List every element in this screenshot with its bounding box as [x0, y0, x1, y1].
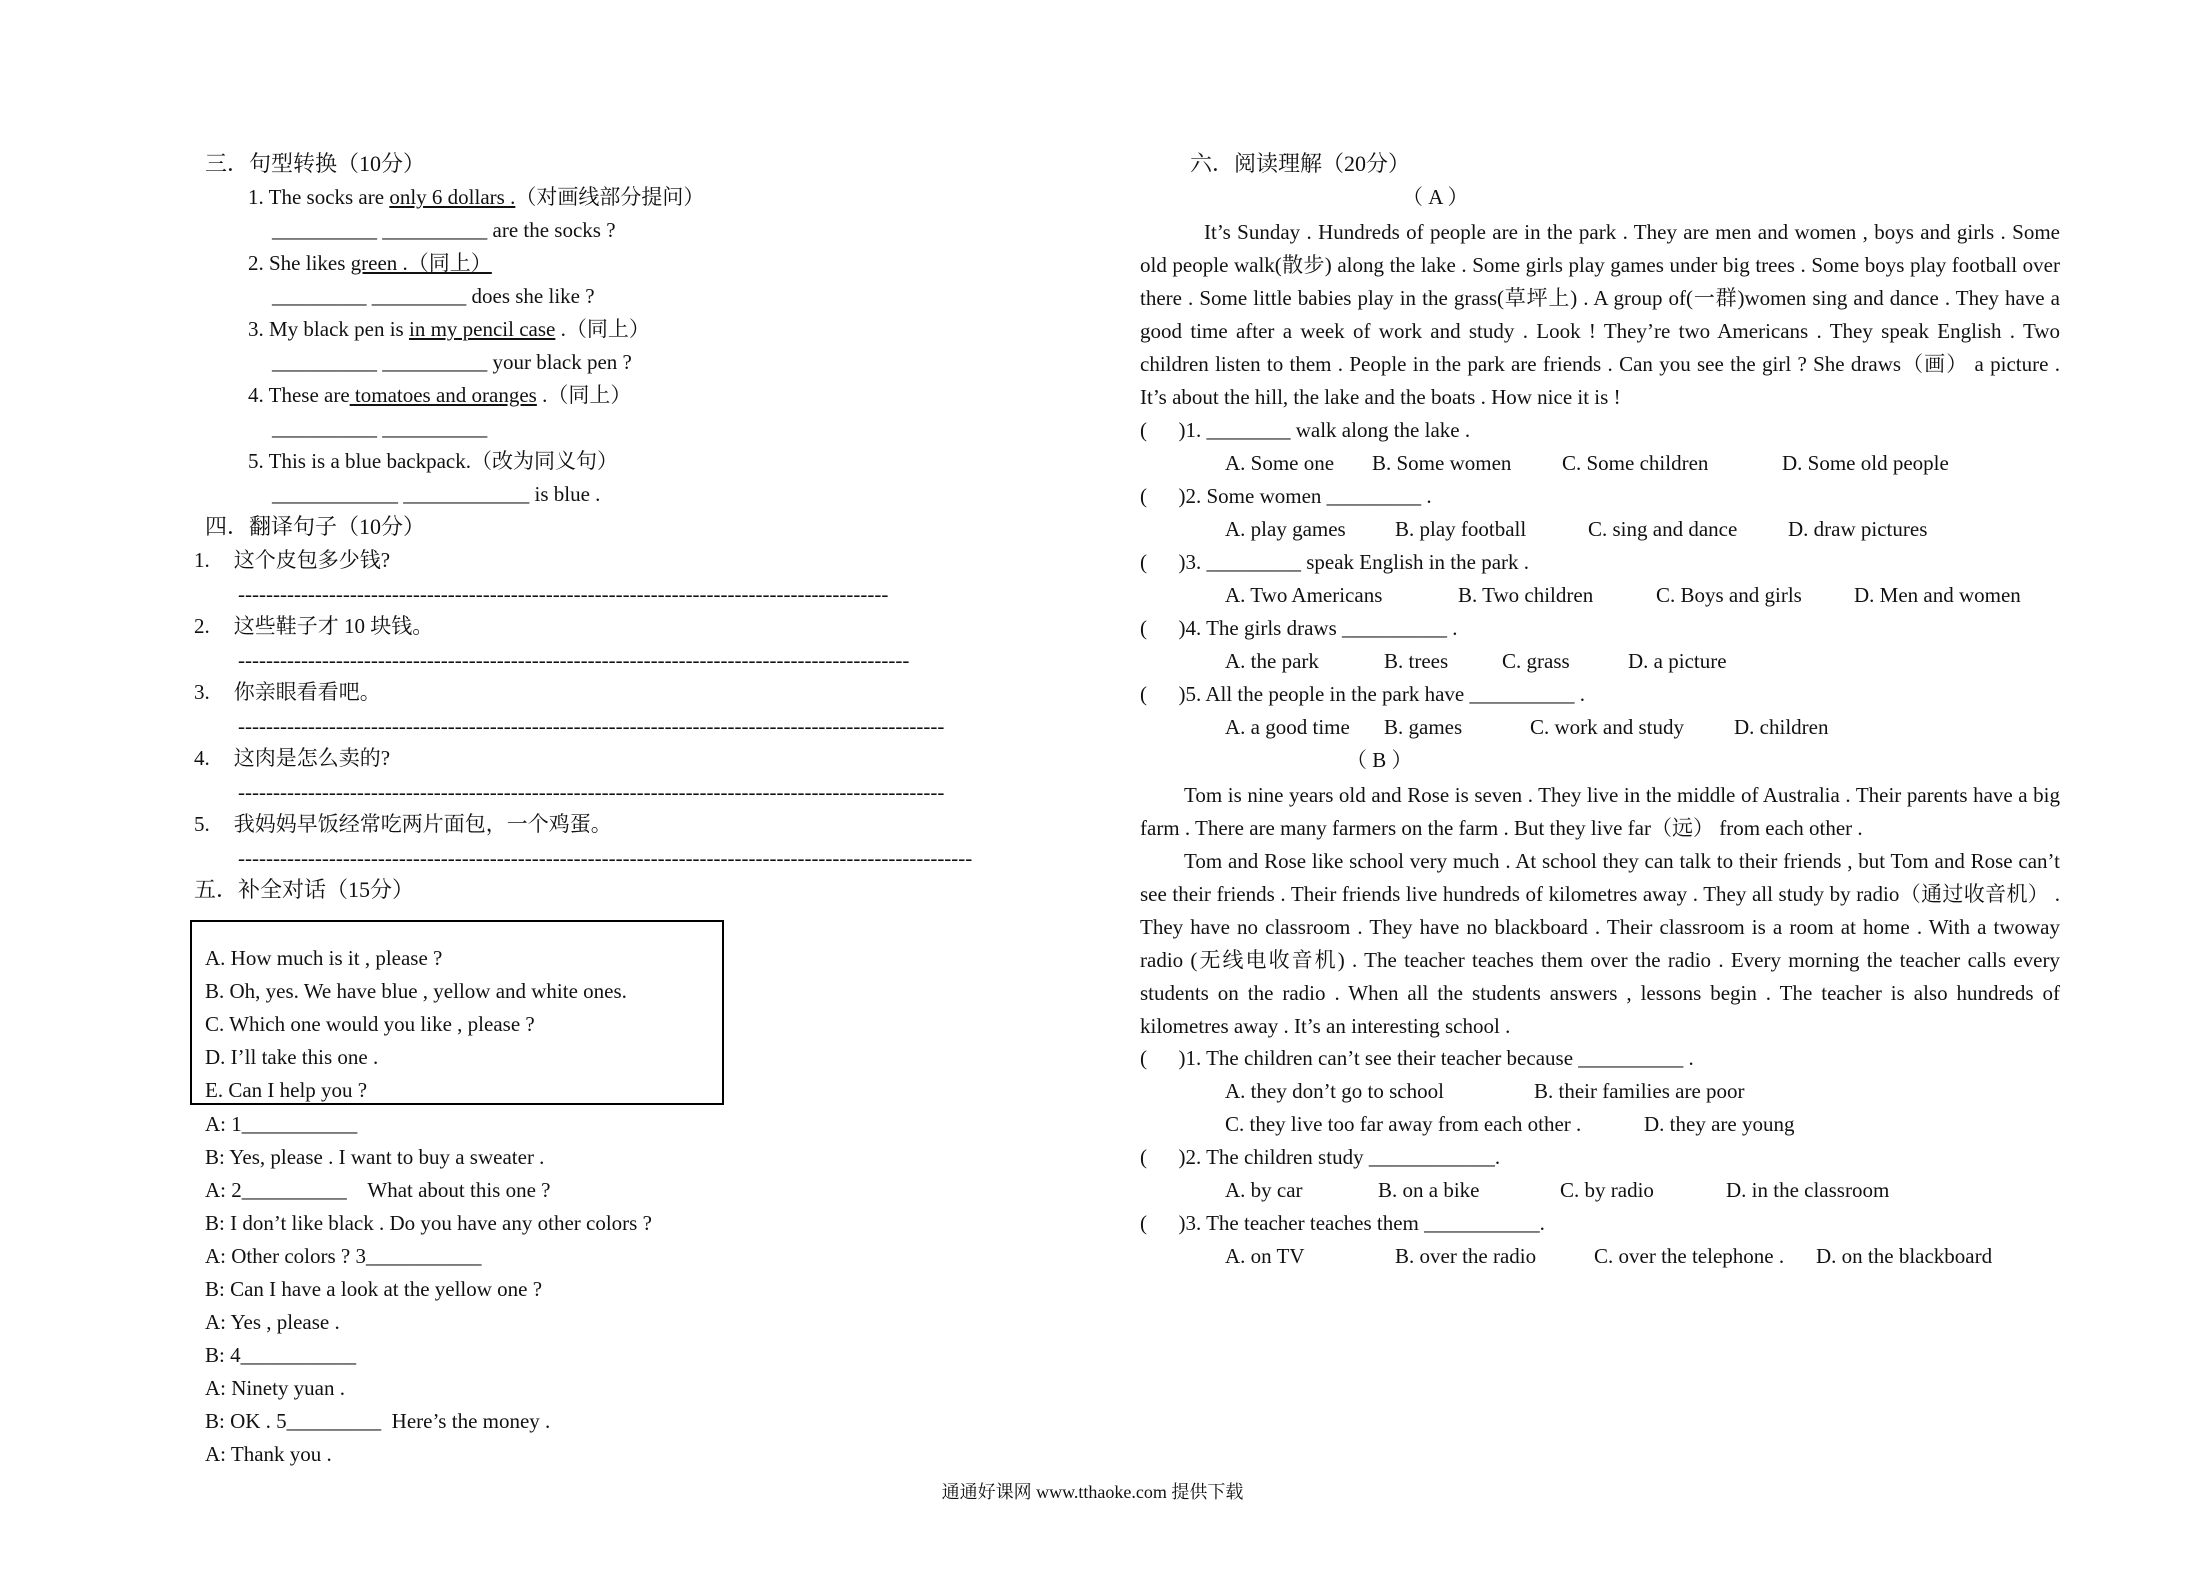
passage-a-label: （ A ）	[1402, 185, 1469, 209]
s3-answer-4[interactable]: __________ __________	[272, 416, 488, 440]
passage-b-label: （ B ）	[1346, 748, 1413, 772]
qa3-opt-c[interactable]: C. Boys and girls	[1656, 583, 1802, 607]
qb2-opt-a[interactable]: A. by car	[1225, 1178, 1303, 1202]
page-footer: 通通好课网 www.tthaoke.com 提供下载	[941, 1482, 1244, 1502]
options-box	[190, 920, 724, 1105]
qb2-opt-c[interactable]: C. by radio	[1560, 1178, 1654, 1202]
qb1-opt-c[interactable]: C. they live too far away from each other .	[1225, 1112, 1582, 1136]
qb3-opt-d[interactable]: D. on the blackboard	[1816, 1244, 1993, 1268]
dialogue-line-5[interactable]: A: Other colors ? 3___________	[205, 1244, 482, 1268]
qb3-question[interactable]: ( )3. The teacher teaches them ___________.	[1140, 1211, 1545, 1235]
dialogue-line-7: A: Yes , please .	[205, 1310, 340, 1334]
s4-answer-line-2[interactable]: ------------------------------------------------------------------------------------------------	[238, 648, 910, 672]
qb3-opt-a[interactable]: A. on TV	[1225, 1244, 1305, 1268]
dialogue-line-11: A: Thank you .	[205, 1442, 332, 1466]
s4-item-4: 4. 这肉是怎么卖的?	[194, 746, 391, 770]
section3-title: 三．句型转换（10分）	[205, 151, 426, 176]
s4-item-3: 3. 你亲眼看看吧。	[194, 680, 381, 704]
s4-item-5: 5. 我妈妈早饭经常吃两片面包，一个鸡蛋。	[194, 812, 612, 836]
s4-answer-line-4[interactable]: -----------------------------------------------------------------------------------------------------	[238, 780, 945, 804]
qa2-opt-a[interactable]: A. play games	[1225, 517, 1346, 541]
qb3-opt-b[interactable]: B. over the radio	[1395, 1244, 1537, 1268]
s3-answer-5[interactable]: ____________ ____________ is blue .	[272, 482, 601, 506]
qa5-opt-d[interactable]: D. children	[1734, 715, 1829, 739]
qa1-opt-a[interactable]: A. Some one	[1225, 451, 1335, 475]
qa2-question[interactable]: ( )2. Some women _________ .	[1140, 484, 1432, 508]
qa3-opt-b[interactable]: B. Two children	[1458, 583, 1594, 607]
qa1-opt-b[interactable]: B. Some women	[1372, 451, 1512, 475]
qb2-opt-b[interactable]: B. on a bike	[1378, 1178, 1480, 1202]
qb1-opt-b[interactable]: B. their families are poor	[1534, 1079, 1745, 1103]
s3-answer-3[interactable]: __________ __________ your black pen ?	[272, 350, 632, 374]
passage-b-para-2: Tom and Rose like school very much . At school they can talk to their friends , but Tom and Rose can’t see their friends . Their friends live hundreds of kilometres away . They all study by radio（通过收音机） . They have no classroom . They have no blackboard . Their classroom is a room at home . With a twoway radio (无线电收音机) . The teacher teaches them over the radio . Every morning the teacher calls every students on the radio . When all the students answers , lessons begin . The teacher is also hundreds of kilometres away . It’s an interesting school .	[1140, 849, 2060, 1038]
qb1-opt-d[interactable]: D. they are young	[1644, 1112, 1795, 1136]
qa3-opt-a[interactable]: A. Two Americans	[1225, 583, 1383, 607]
qa2-opt-d[interactable]: D. draw pictures	[1788, 517, 1928, 541]
dialogue-line-8[interactable]: B: 4___________	[205, 1343, 357, 1367]
s3-item-5: 5. This is a blue backpack.（改为同义句）	[248, 449, 618, 473]
option-d: D. I’ll take this one .	[205, 1045, 379, 1069]
section4-title: 四．翻译句子（10分）	[205, 514, 426, 539]
qa4-opt-a[interactable]: A. the park	[1225, 649, 1319, 673]
qa1-question[interactable]: ( )1. ________ walk along the lake .	[1140, 418, 1471, 442]
qa2-opt-c[interactable]: C. sing and dance	[1588, 517, 1738, 541]
s4-answer-line-1[interactable]: ---------------------------------------------------------------------------------------------	[238, 582, 889, 606]
qa5-question[interactable]: ( )5. All the people in the park have __________ .	[1140, 682, 1585, 706]
qb1-question[interactable]: ( )1. The children can’t see their teacher because __________ .	[1140, 1046, 1694, 1070]
s3-item-1: 1. The socks are only 6 dollars .（对画线部分提问）	[248, 185, 705, 209]
option-c: C. Which one would you like , please ?	[205, 1012, 535, 1036]
qa2-opt-b[interactable]: B. play football	[1395, 517, 1527, 541]
qa4-opt-b[interactable]: B. trees	[1384, 649, 1449, 673]
dialogue-line-1[interactable]: A: 1___________	[205, 1112, 358, 1136]
s3-item-4: 4. These are tomatoes and oranges .（同上）	[248, 383, 632, 407]
dialogue-line-9: A: Ninety yuan .	[205, 1376, 345, 1400]
section6-title: 六．阅读理解（20分）	[1190, 151, 1411, 176]
option-b: B. Oh, yes. We have blue , yellow and white ones.	[205, 979, 627, 1003]
qa5-opt-a[interactable]: A. a good time	[1225, 715, 1350, 739]
s3-item-2: 2. She likes green .（同上）	[248, 251, 492, 275]
s4-item-1: 1. 这个皮包多少钱?	[194, 548, 391, 572]
qa5-opt-c[interactable]: C. work and study	[1530, 715, 1684, 739]
dialogue-line-4: B: I don’t like black . Do you have any other colors ?	[205, 1211, 652, 1235]
s3-answer-2[interactable]: _________ _________ does she like ?	[272, 284, 595, 308]
s4-item-2: 2. 这些鞋子才 10 块钱。	[194, 614, 434, 638]
s4-answer-line-3[interactable]: -----------------------------------------------------------------------------------------------------	[238, 714, 945, 738]
option-e: E. Can I help you ?	[205, 1078, 368, 1102]
dialogue-line-3[interactable]: A: 2__________ What about this one ?	[205, 1178, 551, 1202]
qb3-opt-c[interactable]: C. over the telephone .	[1594, 1244, 1785, 1268]
qb1-opt-a[interactable]: A. they don’t go to school	[1225, 1079, 1444, 1103]
qa4-opt-c[interactable]: C. grass	[1502, 649, 1570, 673]
qa1-opt-c[interactable]: C. Some children	[1562, 451, 1709, 475]
s3-item-3: 3. My black pen is in my pencil case .（同上）	[248, 317, 650, 341]
dialogue-line-2: B: Yes, please . I want to buy a sweater .	[205, 1145, 545, 1169]
qa5-opt-b[interactable]: B. games	[1384, 715, 1463, 739]
passage-b-para-1: Tom is nine years old and Rose is seven . They live in the middle of Australia . Their parents have a big farm . There are many farmers on the farm . But they live far（远） from each other .	[1140, 783, 2060, 840]
qa4-opt-d[interactable]: D. a picture	[1628, 649, 1727, 673]
qb2-question[interactable]: ( )2. The children study ____________.	[1140, 1145, 1501, 1169]
qa1-opt-d[interactable]: D. Some old people	[1782, 451, 1949, 475]
s3-answer-1[interactable]: __________ __________ are the socks ?	[272, 218, 616, 242]
qb2-opt-d[interactable]: D. in the classroom	[1726, 1178, 1890, 1202]
section5-title: 五．补全对话（15分）	[194, 877, 415, 902]
s4-answer-line-5[interactable]: ---------------------------------------------------------------------------------------------------------	[238, 846, 973, 870]
qa3-question[interactable]: ( )3. _________ speak English in the park .	[1140, 550, 1530, 574]
dialogue-line-6: B: Can I have a look at the yellow one ?	[205, 1277, 543, 1301]
qa4-question[interactable]: ( )4. The girls draws __________ .	[1140, 616, 1458, 640]
option-a: A. How much is it , please ?	[205, 946, 443, 970]
dialogue-line-10[interactable]: B: OK . 5_________ Here’s the money .	[205, 1409, 551, 1433]
passage-a-text: It’s Sunday . Hundreds of people are in the park . They are men and women , boys and girls . Some old people walk(散步) along the lake . Some girls play games under big trees . Some boys play football over there . Some little babies play in the grass(草坪上) . A group of(一群)women sing and dance . They have a good time after a week of work and study . Look ! They’re two Americans . They speak English . Two children listen to them . People in the park are friends . Can you see the girl ? She draws（画） a picture . It’s about the hill, the lake and the boats . How nice it is !	[1140, 220, 2060, 409]
qa3-opt-d[interactable]: D. Men and women	[1854, 583, 2021, 607]
